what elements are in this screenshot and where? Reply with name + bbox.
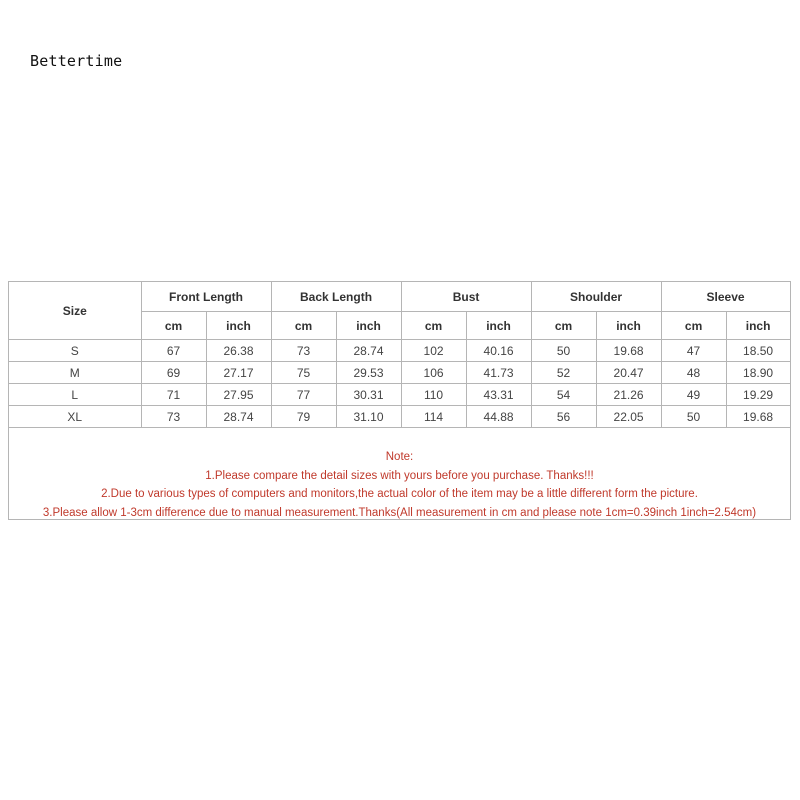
- table-cell: 102: [401, 340, 466, 362]
- table-cell: 28.74: [336, 340, 401, 362]
- notes-title: Note:: [385, 451, 414, 463]
- table-cell: 110: [401, 384, 466, 406]
- unit-header: inch: [206, 312, 271, 340]
- group-header-row: [9, 282, 790, 312]
- unit-header: cm: [141, 312, 206, 340]
- table-cell: 41.73: [466, 362, 531, 384]
- table-cell: 106: [401, 362, 466, 384]
- note-line: 2.Due to various types of computers and monitors,the actual color of the item may be a little different form the picture.: [101, 488, 698, 500]
- unit-header: cm: [401, 312, 466, 340]
- group-header-sleeve: Sleeve: [661, 282, 790, 312]
- table-cell: 21.26: [596, 384, 661, 406]
- size-label: L: [9, 384, 141, 406]
- brand-name: Bettertime: [30, 52, 123, 70]
- table-cell: 26.38: [206, 340, 271, 362]
- size-label: S: [9, 340, 141, 362]
- table-cell: 52: [531, 362, 596, 384]
- table-cell: 48: [661, 362, 726, 384]
- table-cell: 50: [531, 340, 596, 362]
- table-cell: 114: [401, 406, 466, 428]
- table-row: [9, 362, 790, 384]
- table-cell: 18.90: [726, 362, 790, 384]
- table-cell: 73: [141, 406, 206, 428]
- unit-header: cm: [531, 312, 596, 340]
- table-cell: 73: [271, 340, 336, 362]
- note-line: 1.Please compare the detail sizes with yours before you purchase. Thanks!!!: [205, 469, 594, 482]
- unit-header: inch: [336, 312, 401, 340]
- table-cell: 27.95: [206, 384, 271, 406]
- table-cell: 19.29: [726, 384, 790, 406]
- size-label: M: [9, 362, 141, 384]
- table-row: [9, 384, 790, 406]
- table-cell: 47: [661, 340, 726, 362]
- table-cell: 56: [531, 406, 596, 428]
- table-cell: 69: [141, 362, 206, 384]
- table-cell: 71: [141, 384, 206, 406]
- size-table: [9, 282, 791, 428]
- table-cell: 40.16: [466, 340, 531, 362]
- table-cell: 27.17: [206, 362, 271, 384]
- group-header-bust: Bust: [401, 282, 531, 312]
- unit-header: cm: [271, 312, 336, 340]
- table-cell: 19.68: [596, 340, 661, 362]
- size-label: XL: [9, 406, 141, 428]
- unit-header: inch: [466, 312, 531, 340]
- group-header-back-length: Back Length: [271, 282, 401, 312]
- table-cell: 18.50: [726, 340, 790, 362]
- unit-header: inch: [596, 312, 661, 340]
- table-cell: 49: [661, 384, 726, 406]
- size-chart: [8, 281, 791, 520]
- table-cell: 22.05: [596, 406, 661, 428]
- group-header-front-length: Front Length: [141, 282, 271, 312]
- table-cell: 75: [271, 362, 336, 384]
- table-cell: 67: [141, 340, 206, 362]
- table-cell: 77: [271, 384, 336, 406]
- table-row: [9, 340, 790, 362]
- table-cell: 19.68: [726, 406, 790, 428]
- size-column-header: Size: [9, 282, 141, 340]
- table-row: [9, 406, 790, 428]
- table-cell: 79: [271, 406, 336, 428]
- notes-section: [9, 428, 790, 522]
- table-cell: 29.53: [336, 362, 401, 384]
- unit-header: cm: [661, 312, 726, 340]
- table-cell: 20.47: [596, 362, 661, 384]
- group-header-shoulder: Shoulder: [531, 282, 661, 312]
- table-cell: 43.31: [466, 384, 531, 406]
- table-cell: 30.31: [336, 384, 401, 406]
- table-cell: 50: [661, 406, 726, 428]
- note-line: 3.Please allow 1-3cm difference due to manual measurement.Thanks(All measurement in cm and please note 1cm=0.39inch 1inch=2.54cm): [42, 506, 757, 519]
- table-cell: 54: [531, 384, 596, 406]
- unit-header: inch: [726, 312, 790, 340]
- table-cell: 28.74: [206, 406, 271, 428]
- table-cell: 44.88: [466, 406, 531, 428]
- table-cell: 31.10: [336, 406, 401, 428]
